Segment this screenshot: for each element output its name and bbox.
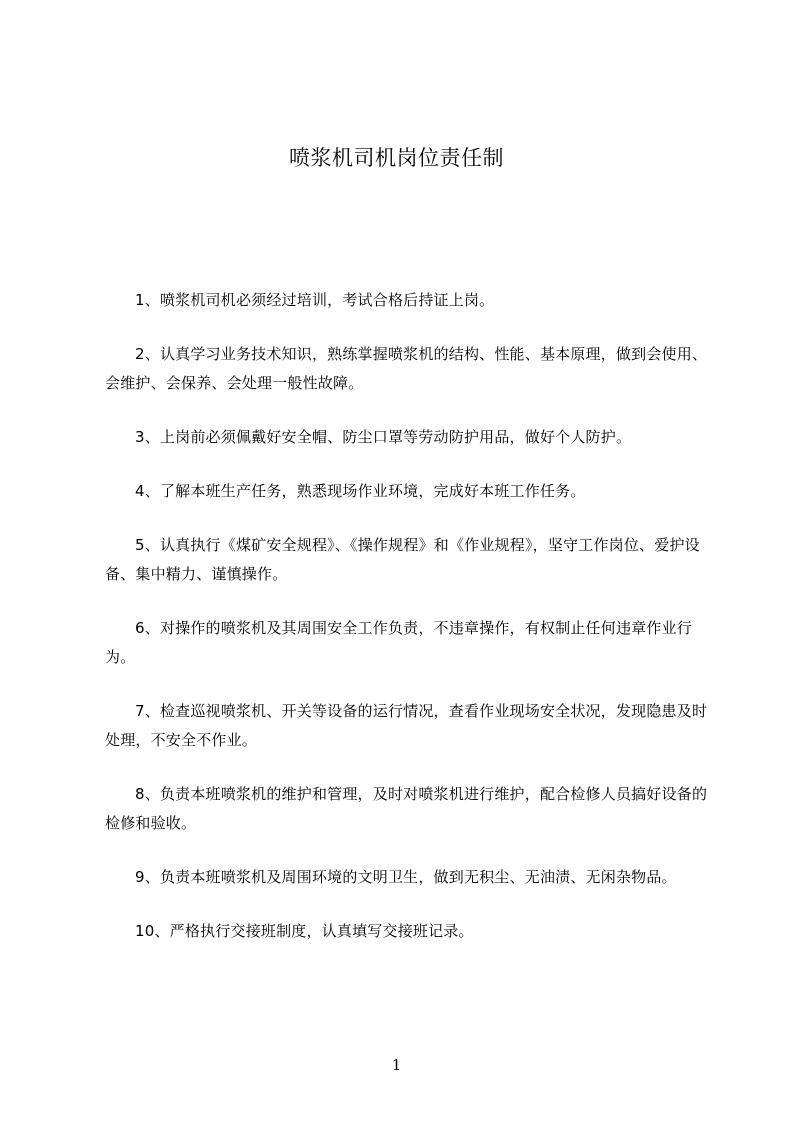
page-title: 喷浆机司机岗位责任制 [289, 146, 504, 170]
paragraph-3: 3、上岗前必须佩戴好安全帽、防尘口罩等劳动防护用品，做好个人防护。 [135, 428, 632, 446]
paragraph-8: 8、负责本班喷浆机的维护和管理，及时对喷浆机进行维护，配合检修人员搞好设备的检修和验收。 [105, 785, 708, 832]
paragraph-2: 2、认真学习业务技术知识，熟练掌握喷浆机的结构、性能、基本原理，做到会使用、会维护、会保养、会处理一般性故障。 [105, 345, 708, 392]
paragraph-6: 6、对操作的喷浆机及其周围安全工作负责，不违章操作，有权制止任何违章作业行为。 [105, 619, 692, 666]
paragraph-10: 10、严格执行交接班制度，认真填写交接班记录。 [135, 922, 474, 940]
paragraph-7: 7、检查巡视喷浆机、开关等设备的运行情况，查看作业现场安全状况，发现隐患及时处理，不安全不作业。 [105, 702, 708, 749]
page-number: 1 [391, 1056, 402, 1074]
paragraph-1: 1、喷浆机司机必须经过培训，考试合格后持证上岗。 [135, 291, 495, 309]
document-body [105, 286, 715, 971]
paragraph-5: 5、认真执行《煤矿安全规程》、《操作规程》和《作业规程》，坚守工作岗位、爱护设备、集中精力、谨慎操作。 [105, 536, 700, 583]
paragraph-4: 4、了解本班生产任务，熟悉现场作业环境，完成好本班工作任务。 [135, 482, 586, 500]
paragraph-9: 9、负责本班喷浆机及周围环境的文明卫生，做到无积尘、无油渍、无闲杂物品。 [135, 868, 677, 886]
